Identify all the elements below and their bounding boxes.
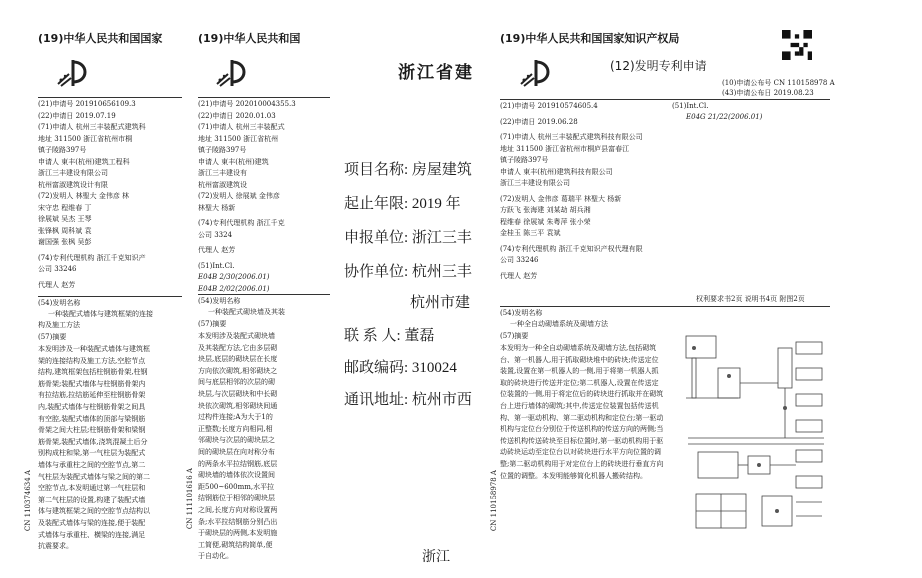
patent-figure-drawing <box>678 328 834 540</box>
doc4-biblio: (21)申请号 201910574605.4 (22)申请日 2019.06.28 (71)申请人 杭州三丰装配式建筑科技有限公司 地址 311500 浙江省杭州市桐庐县富春江 镇子陵路397号 申请人 東丰(杭州)建筑科技有限公司 浙江三丰建设有限公司 (72)发明人 金伟彦 葛瑞平 林聖大 杨新 方跃飞 张海建 刘某劫 胡兵湘 程维春 徐展斌 朱粤萍 张小荣 金桂玉 陈三平 袁斌 (74)专利代理机构 浙江千克知识产权代理有限 公司 33246 代理人 赵芳 <box>500 102 643 280</box>
project-form-page <box>330 0 500 578</box>
form-row-contact: 联 系 人: 董磊 <box>344 328 435 344</box>
doc4-title: 一种全自动砌墙系统及砌墙方法 <box>510 320 608 328</box>
doc4-abstract: 本发明为一种全自动砌墙系统及砌墙方法,包括砌筑台、第一机器人,用于抓取砌块堆中的砖块;传送定位装置,设置在第一机器人的一侧,用于将第一机器人抓取的砖块进行传送并定位;第二机器人,设置在传送定位装置的一侧,用于将定位后的砖块进行抓取并在砌筑台上进行墙体的砌筑;其中,传送定位装置包括传送机构、第一驱动机构、第二驱动机构和定位台;第一驱动机构与定位台分别位于传送机构的传送方向的两侧;当传送机构传送砖块至目标位置时,第一驱动机构用于驱动砖块运动至定位台以对砖块进行水平方向位置的调整;第二驱动机构用于对定位台上的砖块进行垂直方向位置的调整。本发明能够简化机器人搬砖结构。 <box>500 344 664 480</box>
doc4-ipc: E04G 21/22(2006.01) <box>686 113 763 121</box>
doc2-title: 一种装配式砌块墙及其装 <box>208 308 285 316</box>
doc1-abstract: 本发明涉及一种装配式墙体与建筑框架的连接结构及施工方法,空腔节点结构,建筑框架包括柱钢筋骨架,柱钢筋骨架;装配式墙体与柱钢筋骨架内有拉结筋,拉结筋延伸至柱钢筋骨架内,装配式墙体与柱钢筋骨架之间具有空腔,装配式墙体的顶部与梁钢筋骨架之间大柱层;柱钢筋骨架和梁钢筋骨架,装配式墙体,浇筑混凝土后分别构成柱和梁,第一气柱层为装配式墙体与承重柱之间的空腔节点,第二气柱层为装配式墙体与梁之间的第二空腔节点,本发明通过第一气柱层和第二气柱层的设置,构建了装配式墙体与建筑框架之间的空腔节点结构以及装配式墙体与梁的连接,便于装配式墙体与承重柱、横梁的连接,满足抗震要求。 <box>38 345 150 551</box>
form-row-partner: 协作单位: 杭州三丰 <box>344 264 472 280</box>
doc1-abstract-label: (57)摘要 <box>38 333 67 341</box>
cnipa-logo-icon <box>55 58 95 88</box>
doc4-title-label: (54)发明名称 <box>500 309 543 317</box>
patent-page-1 <box>0 0 182 578</box>
doc4-side-code: CN 110158978 A <box>490 470 498 532</box>
doc1-biblio: (21)申请号 201910656109.3 (22)申请日 2019.07.19 (71)申请人 杭州三丰装配式建筑科 地址 311500 浙江省杭州市桐 镇子陵路397号 申请人 東丰(杭州)建筑工程科 浙江三丰建设有限公司 杭州富淑建筑设计有限 (72)发明人 林聖大 金伟彦 林 宋守忠 程维春 丁 徐展斌 吴杰 王琴 张锋枫 周科斌 袁 谢国强 张枫 吴彭 (74)专利代理机构 浙江千克知识产 公司 33246 代理人 赵芳 <box>38 100 146 289</box>
doc3-heading: 浙江省建 <box>398 63 474 82</box>
doc4-pages-note: 权利要求书2页 说明书4页 附图2页 <box>696 295 805 303</box>
form-row-project-name: 项目名称: 房屋建筑 <box>344 162 472 178</box>
doc4-publication-number: (10)申请公布号 CN 110158978 A <box>722 79 835 87</box>
doc4-header: (19)中华人民共和国国家知识产权局 <box>500 32 680 45</box>
doc1-title-2: 构及施工方法 <box>38 321 80 329</box>
cnipa-logo-icon <box>214 58 254 88</box>
form-row-applicant: 申报单位: 浙江三丰 <box>344 230 472 246</box>
form-row-address: 通讯地址: 杭州市西 <box>344 392 472 408</box>
doc2-header: (19)中华人民共和国 <box>198 32 301 45</box>
doc4-publication-date: (43)申请公布日 2019.08.23 <box>722 89 814 97</box>
doc2-abstract: 本发明涉及装配式砌块墙及其装配方法,它由多层砌块层,底层的砌块层在长度方向依次砌筑,相邻砌块之间与底层相邻的次层的砌块层,与次层砌块和中长砌块依次砌筑,相邻砌块间通过构件连接;A为大于1的正整数;长度方向相同,相邻砌块与次层的砌块层之间的砌块层在向对称分布的两条水平拉结钢筋,底层砌块墙的墙体依次设置间距500~600mm,水平拉结钢筋位于相邻的砌块层之间,长度方向对称设置两条;水平拉结钢筋分别凸出于砌块层的两侧,本发明施工简便,砌筑结构简单,便于自动化。 <box>198 332 278 561</box>
form-row-period: 起止年限: 2019 年 <box>344 196 461 212</box>
form-row-partner-2: 杭州市建 <box>410 295 471 311</box>
doc2-title-label: (54)发明名称 <box>198 297 241 305</box>
doc2-side-code: CN 111101616 A <box>186 468 194 530</box>
doc2-biblio: (21)申请号 202010004355.3 (22)申请日 2020.01.03 (71)申请人 杭州三丰装配式 地址 311500 浙江省杭州 镇子陵路397号 申请人 東丰(杭州)建筑 浙江三丰建设有 杭州富淑建筑设 (72)发明人 徐展斌 金伟彦 林聖大 杨新 (74)专利代理机构 浙江千克 公司 3324 代理人 赵芳 (51)Int.Cl. E04B 2/30(2006.01) E04B 2/02(2006.01) <box>198 100 296 293</box>
patent-page-4 <box>490 0 922 578</box>
doc2-abstract-label: (57)摘要 <box>198 320 227 328</box>
doc4-abstract-label: (57)摘要 <box>500 332 529 340</box>
doc1-title: 一种装配式墙体与建筑框架的连接 <box>48 310 153 318</box>
form-row-postcode: 邮政编码: 310024 <box>344 360 457 376</box>
doc1-side-code: CN 110374634 A <box>24 470 32 532</box>
cnipa-logo-icon <box>518 58 558 88</box>
doc1-title-label: (54)发明名称 <box>38 299 81 307</box>
doc1-header: (19)中华人民共和国国家 <box>38 32 163 45</box>
patent-page-2 <box>186 0 336 578</box>
doc3-footer: 浙江 <box>422 550 450 565</box>
qr-code-icon <box>782 30 812 60</box>
doc4-doc-type: (12)发明专利申请 <box>610 59 707 73</box>
doc4-ipc-label: (51)Int.Cl. <box>672 102 709 110</box>
